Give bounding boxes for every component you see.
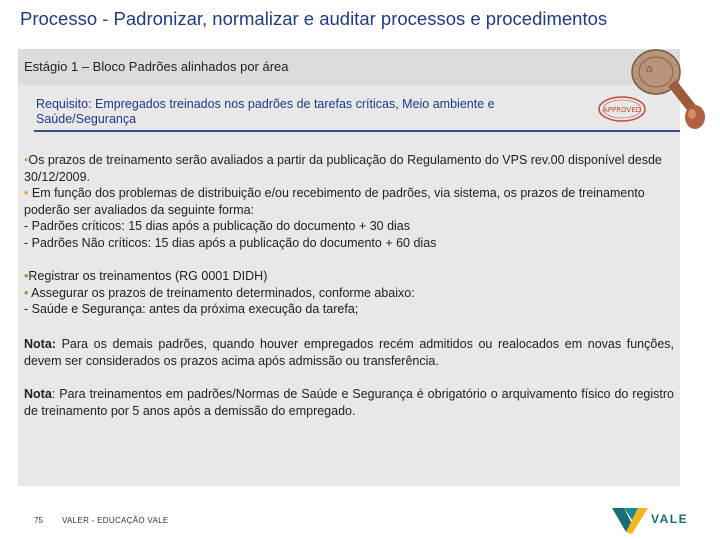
note-2 xyxy=(24,386,674,419)
bullet: • xyxy=(24,269,29,283)
list-item xyxy=(24,301,674,318)
list-item-text: - Padrões críticos: 15 dias após a publicação do documento + 30 dias xyxy=(24,219,410,233)
list-item xyxy=(24,285,674,302)
bullet: • xyxy=(24,153,29,167)
list-item-text: Assegurar os prazos de treinamento determinados, conforme abaixo: xyxy=(28,285,415,300)
stage-label: Estágio 1 – Bloco Padrões alinhados por área xyxy=(24,59,289,74)
bullet: • xyxy=(24,285,29,300)
list-item xyxy=(24,268,674,285)
requirement-divider xyxy=(34,130,680,132)
list-item xyxy=(24,185,674,218)
footer-text: VALER - EDUCAÇÃO VALE xyxy=(62,516,169,525)
actions-block xyxy=(24,268,674,318)
page-title: Processo - Padronizar, normalizar e auditar processos e procedimentos xyxy=(20,8,608,29)
requirement-text: Requisito: Empregados treinados nos padrões de tarefas críticas, Meio ambiente e Saúde/Segurança xyxy=(36,97,495,126)
list-item xyxy=(24,235,674,252)
list-item-text: Em função dos problemas de distribuição e/ou recebimento de padrões, via sistema, os prazos de treinamento poderão ser avaliados da seguinte forma: xyxy=(24,186,645,217)
approved-stamp-icon xyxy=(597,95,647,123)
note-label: Nota xyxy=(24,387,52,401)
note-label: Nota: xyxy=(24,337,56,351)
bullet: • xyxy=(24,186,29,200)
svg-text:D: D xyxy=(644,64,655,76)
page-number: 75 xyxy=(34,516,43,525)
list-item-text: - Saúde e Segurança: antes da próxima execução da tarefa; xyxy=(24,302,359,316)
approved-stamp-text: APPROVED xyxy=(602,106,642,114)
vale-logo-text: VALE xyxy=(651,512,689,526)
list-item-text: Registrar os treinamentos (RG 0001 DIDH) xyxy=(28,269,268,283)
list-item-text: Os prazos de treinamento serão avaliados a partir da publicação do Regulamento do VPS rev.00 disponível desde 30/12/2009. xyxy=(24,153,662,184)
list-item xyxy=(24,152,674,185)
note-1 xyxy=(24,336,674,369)
note-text: Para os demais padrões, quando houver empregados recém admitidos ou realocados em novas funções, devem ser considerados os prazos acima após admissão ou transferência. xyxy=(24,337,674,368)
deadlines-block xyxy=(24,152,674,251)
list-item-text: - Padrões Não críticos: 15 dias após a publicação do documento + 60 dias xyxy=(24,235,437,250)
note-text: : Para treinamentos em padrões/Normas de Saúde e Segurança é obrigatório o arquivamento físico do registro de treinamento por 5 anos após a demissão do empregado. xyxy=(24,387,674,418)
list-item xyxy=(24,218,674,235)
